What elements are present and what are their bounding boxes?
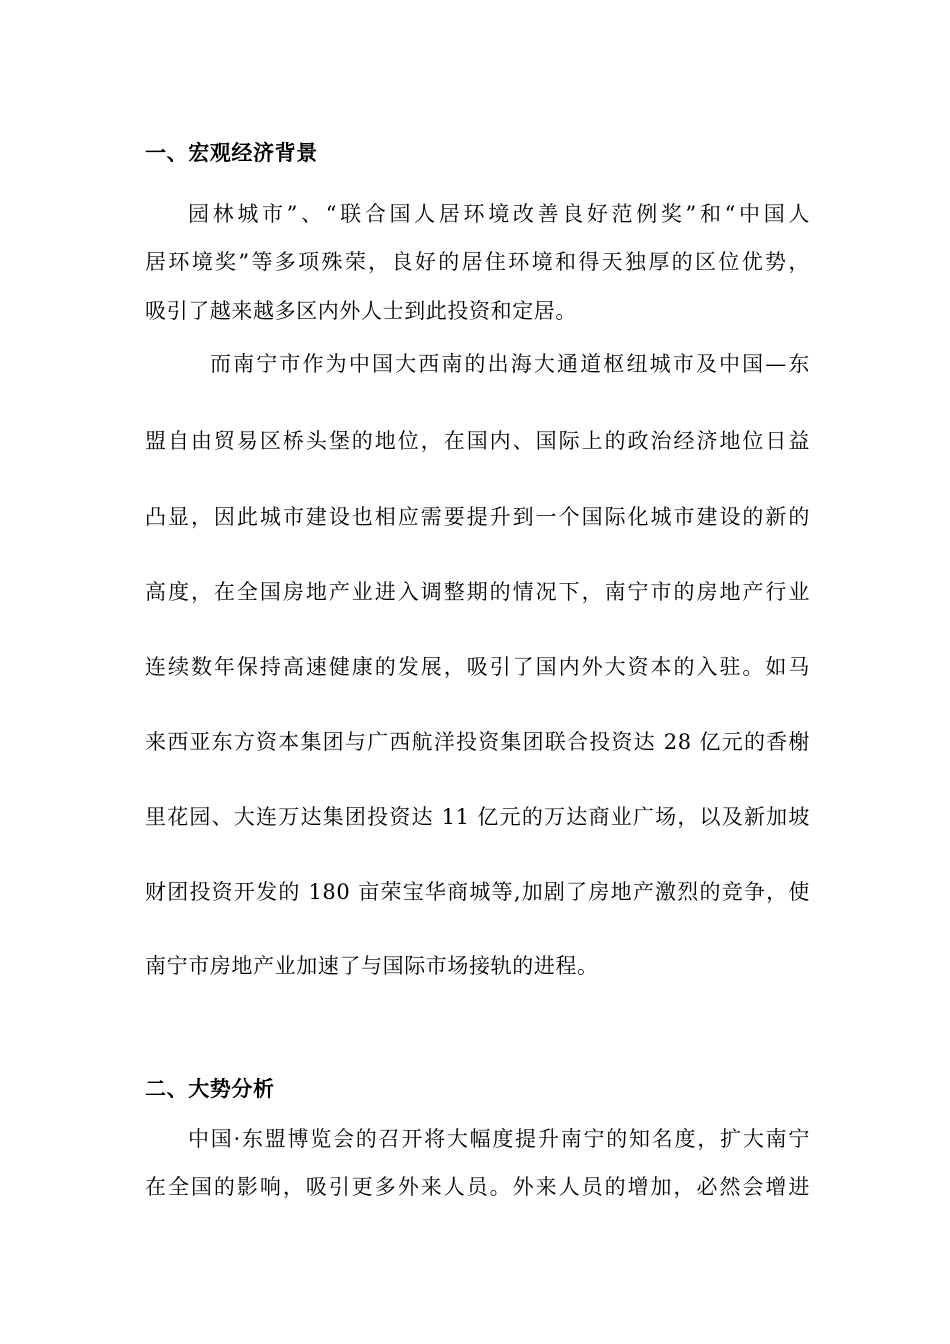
paragraph-line: 而南宁市作为中国大西南的出海大通道枢纽城市及中国—东 bbox=[210, 352, 810, 376]
paragraph-line: 连续数年保持高速健康的发展，吸引了国内外大资本的入驻。如马 bbox=[145, 655, 810, 679]
paragraph-line: 居环境奖”等多项殊荣，良好的居住环境和得天独厚的区位优势， bbox=[145, 250, 810, 274]
paragraph-line: 在全国的影响，吸引更多外来人员。外来人员的增加，必然会增进 bbox=[145, 1175, 810, 1199]
paragraph-line: 园林城市”、“联合国人居环境改善良好范例奖”和“中国人 bbox=[188, 202, 810, 226]
paragraph-line: 吸引了越来越多区内外人士到此投资和定居。 bbox=[145, 299, 577, 323]
paragraph-line: 里花园、大连万达集团投资达 11 亿元的万达商业广场，以及新加坡 bbox=[145, 805, 810, 829]
section-heading-trend-analysis: 二、大势分析 bbox=[145, 1076, 275, 1101]
paragraph-line: 来西亚东方资本集团与广西航洋投资集团联合投资达 28 亿元的香榭 bbox=[145, 730, 810, 754]
section-heading-macro-economy: 一、宏观经济背景 bbox=[145, 140, 318, 165]
paragraph-line: 中国·东盟博览会的召开将大幅度提升南宁的知名度，扩大南宁 bbox=[188, 1127, 810, 1151]
paragraph-line: 凸显，因此城市建设也相应需要提升到一个国际化城市建设的新的 bbox=[145, 505, 810, 529]
paragraph-line: 盟自由贸易区桥头堡的地位，在国内、国际上的政治经济地位日益 bbox=[145, 429, 810, 453]
paragraph-line: 财团投资开发的 180 亩荣宝华商城等,加剧了房地产激烈的竞争，使 bbox=[145, 880, 810, 904]
paragraph-line: 高度，在全国房地产业进入调整期的情况下，南宁市的房地产行业 bbox=[145, 580, 810, 604]
paragraph-line: 南宁市房地产业加速了与国际市场接轨的进程。 bbox=[145, 954, 599, 978]
